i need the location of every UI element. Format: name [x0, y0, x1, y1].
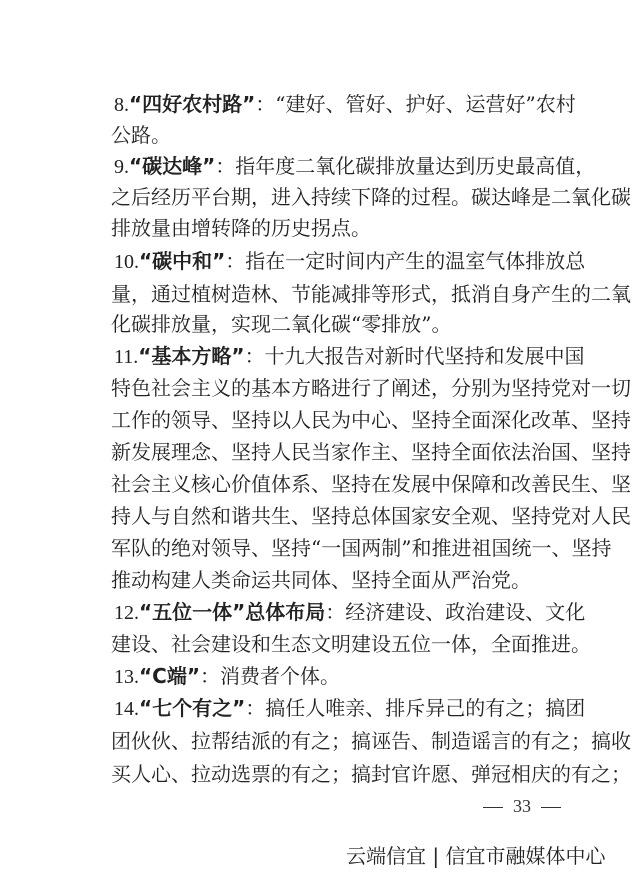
entry-line: 买人心、拉动选票的有之；搞封官许愿、弹冠相庆的有之；: [111, 762, 631, 786]
entry-term: “碳达峰”: [129, 154, 216, 178]
entry-line: 推动构建人类命运共同体、坚持全面从严治党。: [111, 568, 531, 592]
entry-definition-start: ：“建好、管好、护好、运营好”农村: [255, 92, 576, 116]
entry-definition-start: ：指年度二氧化碳排放量达到历史最高值，: [215, 154, 596, 178]
entry-number: 14.: [114, 698, 139, 720]
entry-first-line: [114, 662, 552, 690]
entry-line: 持人与自然和谐共生、坚持总体国家安全观、坚持党对人民: [111, 504, 631, 528]
entry-first-line: [114, 247, 586, 275]
entry-definition-start: ：消费者个体。: [199, 664, 340, 688]
entry-definition-start: ：十九大报告对新时代坚持和发展中国: [244, 344, 585, 368]
entry-first-line: [114, 90, 576, 118]
entry-definition-start: ：指在一定时间内产生的温室气体排放总: [225, 249, 586, 273]
entry-first-line: [114, 152, 596, 180]
entry-number: 12.: [114, 602, 139, 624]
entry-number: 10.: [114, 251, 139, 273]
page-number: [483, 794, 561, 819]
entry-line: 之后经历平台期，进入持续下降的过程。碳达峰是二氧化碳: [111, 185, 631, 209]
entry-first-line: [114, 342, 585, 370]
entry-first-line: [114, 598, 586, 626]
entry-line: 量，通过植树造林、节能减排等形式，抵消自身产生的二氧: [111, 282, 631, 306]
entry-line: 团伙伙、拉帮结派的有之；搞诬告、制造谣言的有之；搞收: [111, 729, 631, 753]
entry-term: “碳中和”: [139, 249, 226, 273]
entry-line: 排放量由增转降的历史拐点。: [111, 216, 371, 240]
entry-number: 11.: [114, 346, 139, 368]
entry-first-line: [114, 694, 586, 722]
entry-definition-start: ：经济建设、政治建设、文化: [325, 600, 586, 624]
entry-line: 公路。: [111, 123, 171, 147]
entry-line: 化碳排放量，实现二氧化碳“零排放”。: [111, 312, 452, 336]
page-number-value: 33: [513, 796, 531, 816]
entry-number: 9.: [114, 156, 129, 178]
entry-term: “基本方略”: [138, 344, 245, 368]
entry-line: 工作的领导、坚持以人民为中心、坚持全面深化改革、坚持: [111, 408, 631, 432]
entry-definition-start: ：搞任人唯亲、排斥异己的有之；搞团: [245, 696, 586, 720]
entry-term: “C端”: [139, 664, 200, 688]
entry-line: 特色社会主义的基本方略进行了阐述，分别为坚持党对一切: [111, 376, 631, 400]
dash-right: [541, 807, 561, 808]
entry-number: 8.: [114, 94, 129, 116]
entry-term: “五位一体”总体布局: [139, 600, 326, 624]
entry-line: 建设、社会建设和生态文明建设五位一体，全面推进。: [111, 632, 591, 656]
entry-line: 新发展理念、坚持人民当家作主、坚持全面依法治国、坚持: [111, 440, 631, 464]
dash-left: [483, 807, 503, 808]
source-watermark: 云端信宜 | 信宜市融媒体中心: [346, 844, 606, 868]
entry-term: “七个有之”: [139, 696, 246, 720]
entry-number: 13.: [114, 666, 139, 688]
entry-line: 军队的绝对领导、坚持“一国两制”和推进祖国统一、坚持: [111, 536, 612, 560]
entry-term: “四好农村路”: [129, 92, 256, 116]
entry-line: 社会主义核心价值体系、坚持在发展中保障和改善民生、坚: [111, 472, 631, 496]
